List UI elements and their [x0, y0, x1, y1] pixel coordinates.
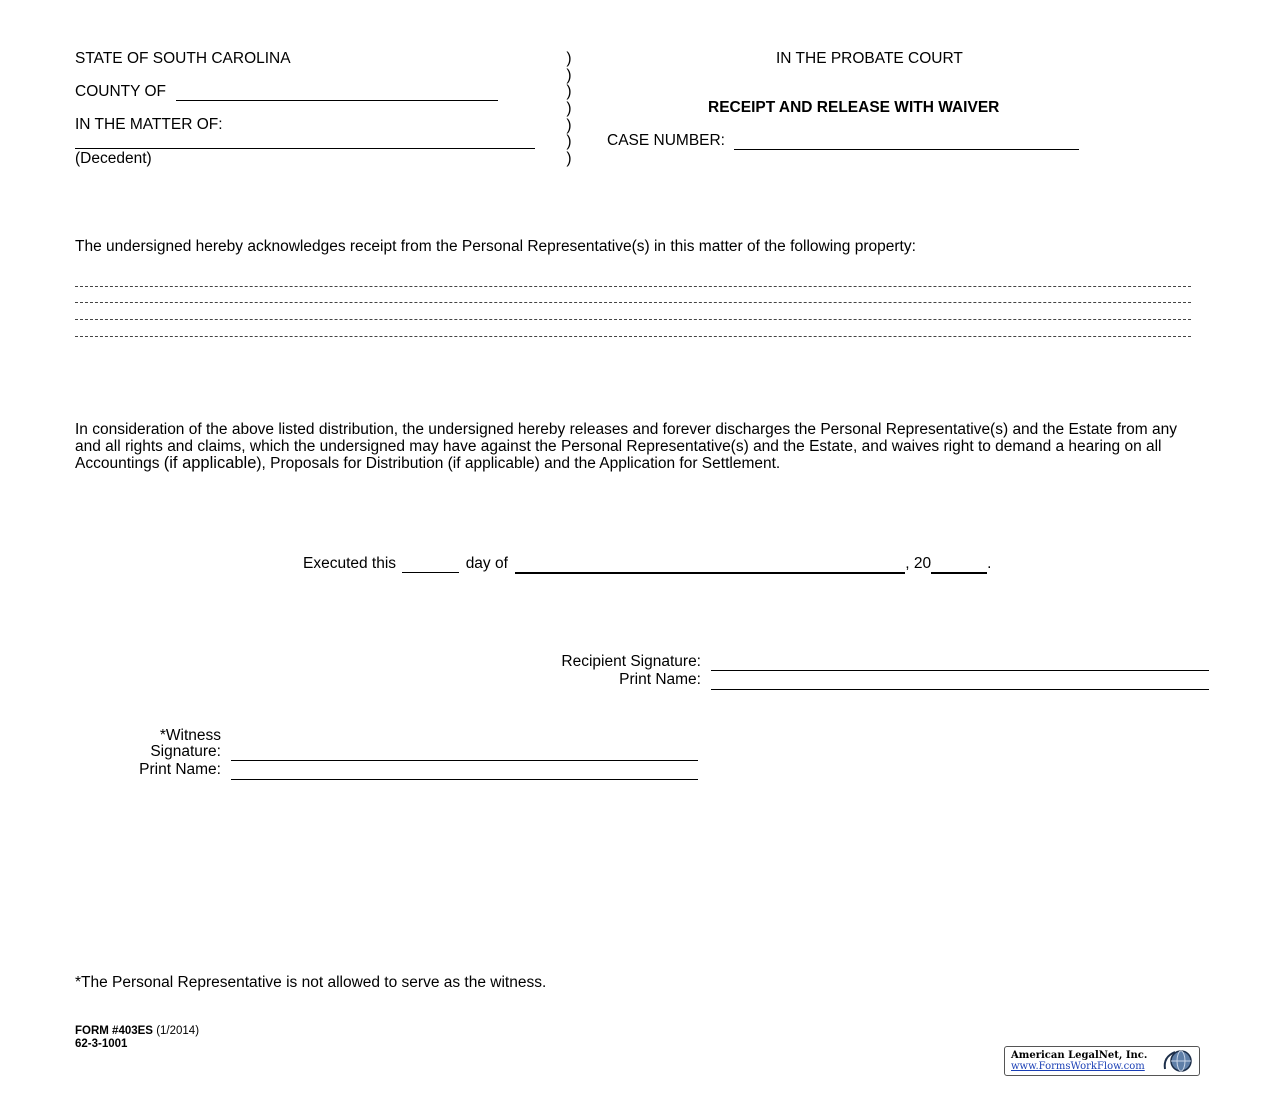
- form-title: RECEIPT AND RELEASE WITH WAIVER: [708, 99, 1000, 116]
- executed-period: .: [987, 555, 992, 572]
- property-line[interactable]: [75, 286, 1191, 287]
- case-number-row: [607, 132, 1079, 150]
- release-text-emphasis: (if applicable: [163, 454, 257, 472]
- witness-signature-label: Signature:: [150, 743, 221, 760]
- court-heading: IN THE PROBATE COURT: [776, 50, 963, 67]
- recipient-signature-label: Recipient Signature:: [561, 653, 701, 670]
- caption-paren: ): [566, 83, 572, 100]
- release-paragraph: [75, 422, 1200, 473]
- form-number: FORM #403ES: [75, 1025, 153, 1037]
- executed-year-prefix: , 20: [905, 555, 932, 572]
- executed-month-line[interactable]: [515, 555, 905, 574]
- decedent-label: (Decedent): [75, 150, 152, 167]
- executed-day-of: day of: [465, 555, 508, 572]
- decedent-name-line[interactable]: [75, 148, 535, 149]
- release-text-part: In consideration of the above listed distribution, the undersigned hereby releases and forever discharges the Personal Representative(s) and the Estate from any and all rights and claims, which the undersigned may have against the Personal Representative(s) and the Estate, and waives right to demand a hearing on all Accountings: [75, 421, 1178, 472]
- county-input-line[interactable]: [176, 83, 498, 101]
- caption-paren: ): [566, 133, 572, 150]
- recipient-print-line[interactable]: [711, 689, 1209, 690]
- release-text-part: ), Proposals for Distribution (if applicable) and the Application for Settlement.: [256, 455, 781, 472]
- property-line[interactable]: [75, 336, 1191, 337]
- property-line[interactable]: [75, 319, 1191, 320]
- state-heading: STATE OF SOUTH CAROLINA: [75, 50, 291, 67]
- case-number-input-line[interactable]: [734, 132, 1079, 150]
- witness-footnote: *The Personal Representative is not allowed to serve as the witness.: [75, 974, 547, 991]
- executed-day-line[interactable]: [402, 555, 459, 573]
- witness-print-label: Print Name:: [139, 761, 221, 778]
- vendor-url[interactable]: www.FormsWorkFlow.com: [1011, 1061, 1145, 1072]
- county-label: COUNTY OF: [75, 83, 166, 100]
- executed-row: [303, 555, 991, 574]
- caption-paren: ): [566, 50, 572, 67]
- executed-prefix: Executed this: [303, 555, 397, 572]
- caption-paren: ): [566, 117, 572, 134]
- caption-paren: ): [566, 150, 572, 167]
- recipient-signature-line[interactable]: [711, 670, 1209, 671]
- property-line[interactable]: [75, 302, 1191, 303]
- witness-print-line[interactable]: [231, 779, 698, 780]
- case-number-label: CASE NUMBER:: [607, 132, 725, 149]
- globe-icon: [1161, 1049, 1195, 1073]
- vendor-name: American LegalNet, Inc.: [1011, 1050, 1148, 1061]
- form-revision: (1/2014): [156, 1025, 200, 1037]
- caption-paren: ): [566, 67, 572, 84]
- caption-paren: ): [566, 100, 572, 117]
- form-number-row: [75, 1025, 199, 1038]
- statute-number: 62-3-1001: [75, 1038, 128, 1050]
- matter-label: IN THE MATTER OF:: [75, 116, 223, 133]
- county-row: [75, 83, 498, 101]
- recipient-print-label: Print Name:: [619, 671, 701, 688]
- witness-signature-line[interactable]: [231, 760, 698, 761]
- executed-year-line[interactable]: [931, 555, 987, 574]
- vendor-logo: [1004, 1046, 1200, 1076]
- witness-label: *Witness: [159, 727, 221, 744]
- receipt-statement: The undersigned hereby acknowledges receipt from the Personal Representative(s) in this matter of the following property:: [75, 238, 916, 255]
